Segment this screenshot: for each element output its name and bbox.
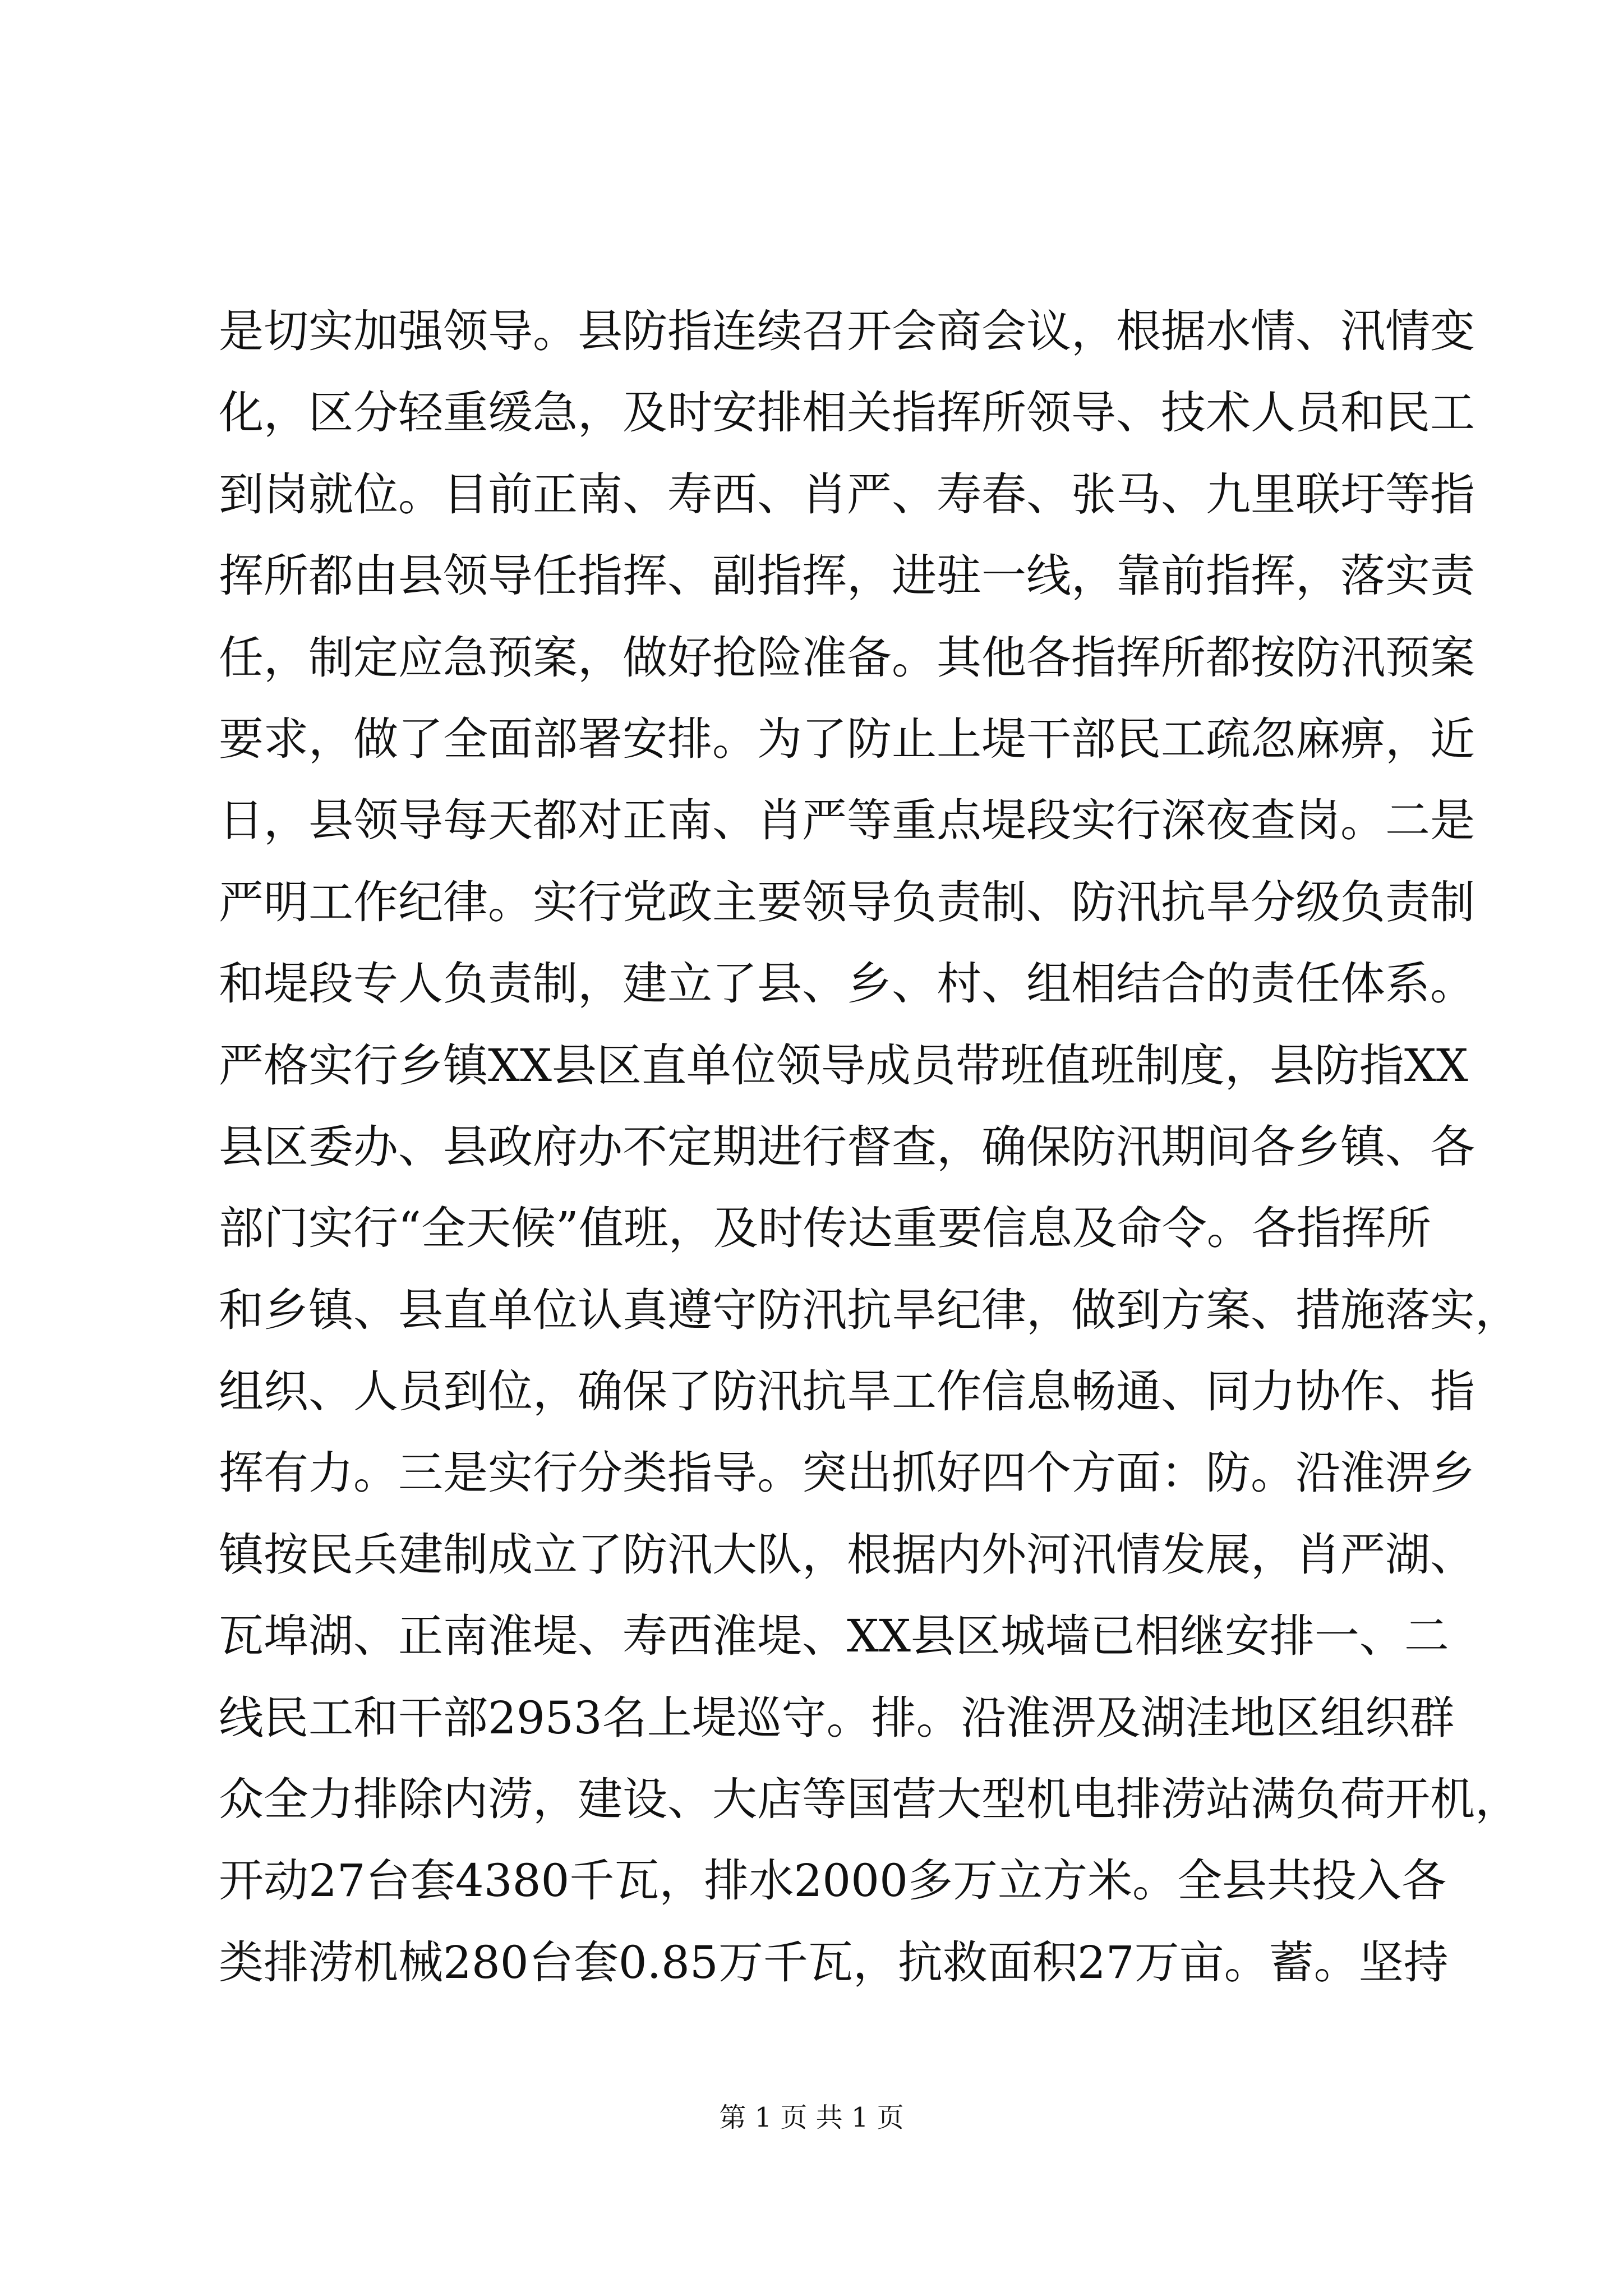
text-line: 挥有力。三是实行分类指导。突出抓好四个方面：防。沿淮淠乡 xyxy=(219,1447,1475,1499)
text-line: 线民工和干部2953名上堤巡守。排。沿淮淠及湖洼地区组织群 xyxy=(219,1691,1455,1744)
text-line: 类排涝机械280台套0.85万千瓦，抗救面积27万亩。蓄。坚持 xyxy=(219,1936,1449,1989)
text-line: 日，县领导每天都对正南、肖严等重点堤段实行深夜查岗。二是 xyxy=(219,794,1475,847)
text-line: 和乡镇、县直单位认真遵守防汛抗旱纪律，做到方案、措施落实， xyxy=(219,1283,1520,1336)
text-line: 开动27台套4380千瓦，排水2000多万立方米。全县共投入各 xyxy=(219,1855,1446,1907)
text-line: 挥所都由县领导任指挥、副指挥，进驻一线，靠前指挥，落实责 xyxy=(219,550,1475,602)
text-line: 严格实行乡镇XX县区直单位领导成员带班值班制度，县防指XX xyxy=(219,1039,1468,1092)
body-paragraph xyxy=(219,291,1520,2003)
text-line: 是切实加强领导。县防指连续召开会商会议，根据水情、汛情变 xyxy=(219,305,1475,357)
text-line: 任，制定应急预案，做好抢险准备。其他各指挥所都按防汛预案 xyxy=(219,631,1475,684)
text-line: 组织、人员到位，确保了防汛抗旱工作信息畅通、同力协作、指 xyxy=(219,1365,1475,1418)
text-line: 到岗就位。目前正南、寿西、肖严、寿春、张马、九里联圩等指 xyxy=(219,468,1475,521)
page-footer: 第 1 页 共 1 页 xyxy=(719,2102,904,2133)
text-line: 化，区分轻重缓急，及时安排相关指挥所领导、技术人员和民工 xyxy=(219,386,1475,439)
text-line: 县区委办、县政府办不定期进行督查，确保防汛期间各乡镇、各 xyxy=(219,1120,1475,1173)
text-line: 和堤段专人负责制，建立了县、乡、村、组相结合的责任体系。 xyxy=(219,958,1475,1010)
text-line: 严明工作纪律。实行党政主要领导负责制、防汛抗旱分级负责制 xyxy=(219,876,1475,928)
text-line: 众全力排除内涝，建设、大店等国营大型机电排涝站满负荷开机， xyxy=(219,1773,1520,1826)
text-line: 瓦埠湖、正南淮堤、寿西淮堤、XX县区城墙已相继安排一、二 xyxy=(219,1610,1449,1663)
text-line: 镇按民兵建制成立了防汛大队，根据内外河汛情发展，肖严湖、 xyxy=(219,1528,1475,1581)
text-line: 部门实行“全天候”值班，及时传达重要信息及命令。各指挥所 xyxy=(219,1202,1431,1255)
text-line: 要求，做了全面部署安排。为了防止上堤干部民工疏忽麻痹，近 xyxy=(219,712,1475,765)
